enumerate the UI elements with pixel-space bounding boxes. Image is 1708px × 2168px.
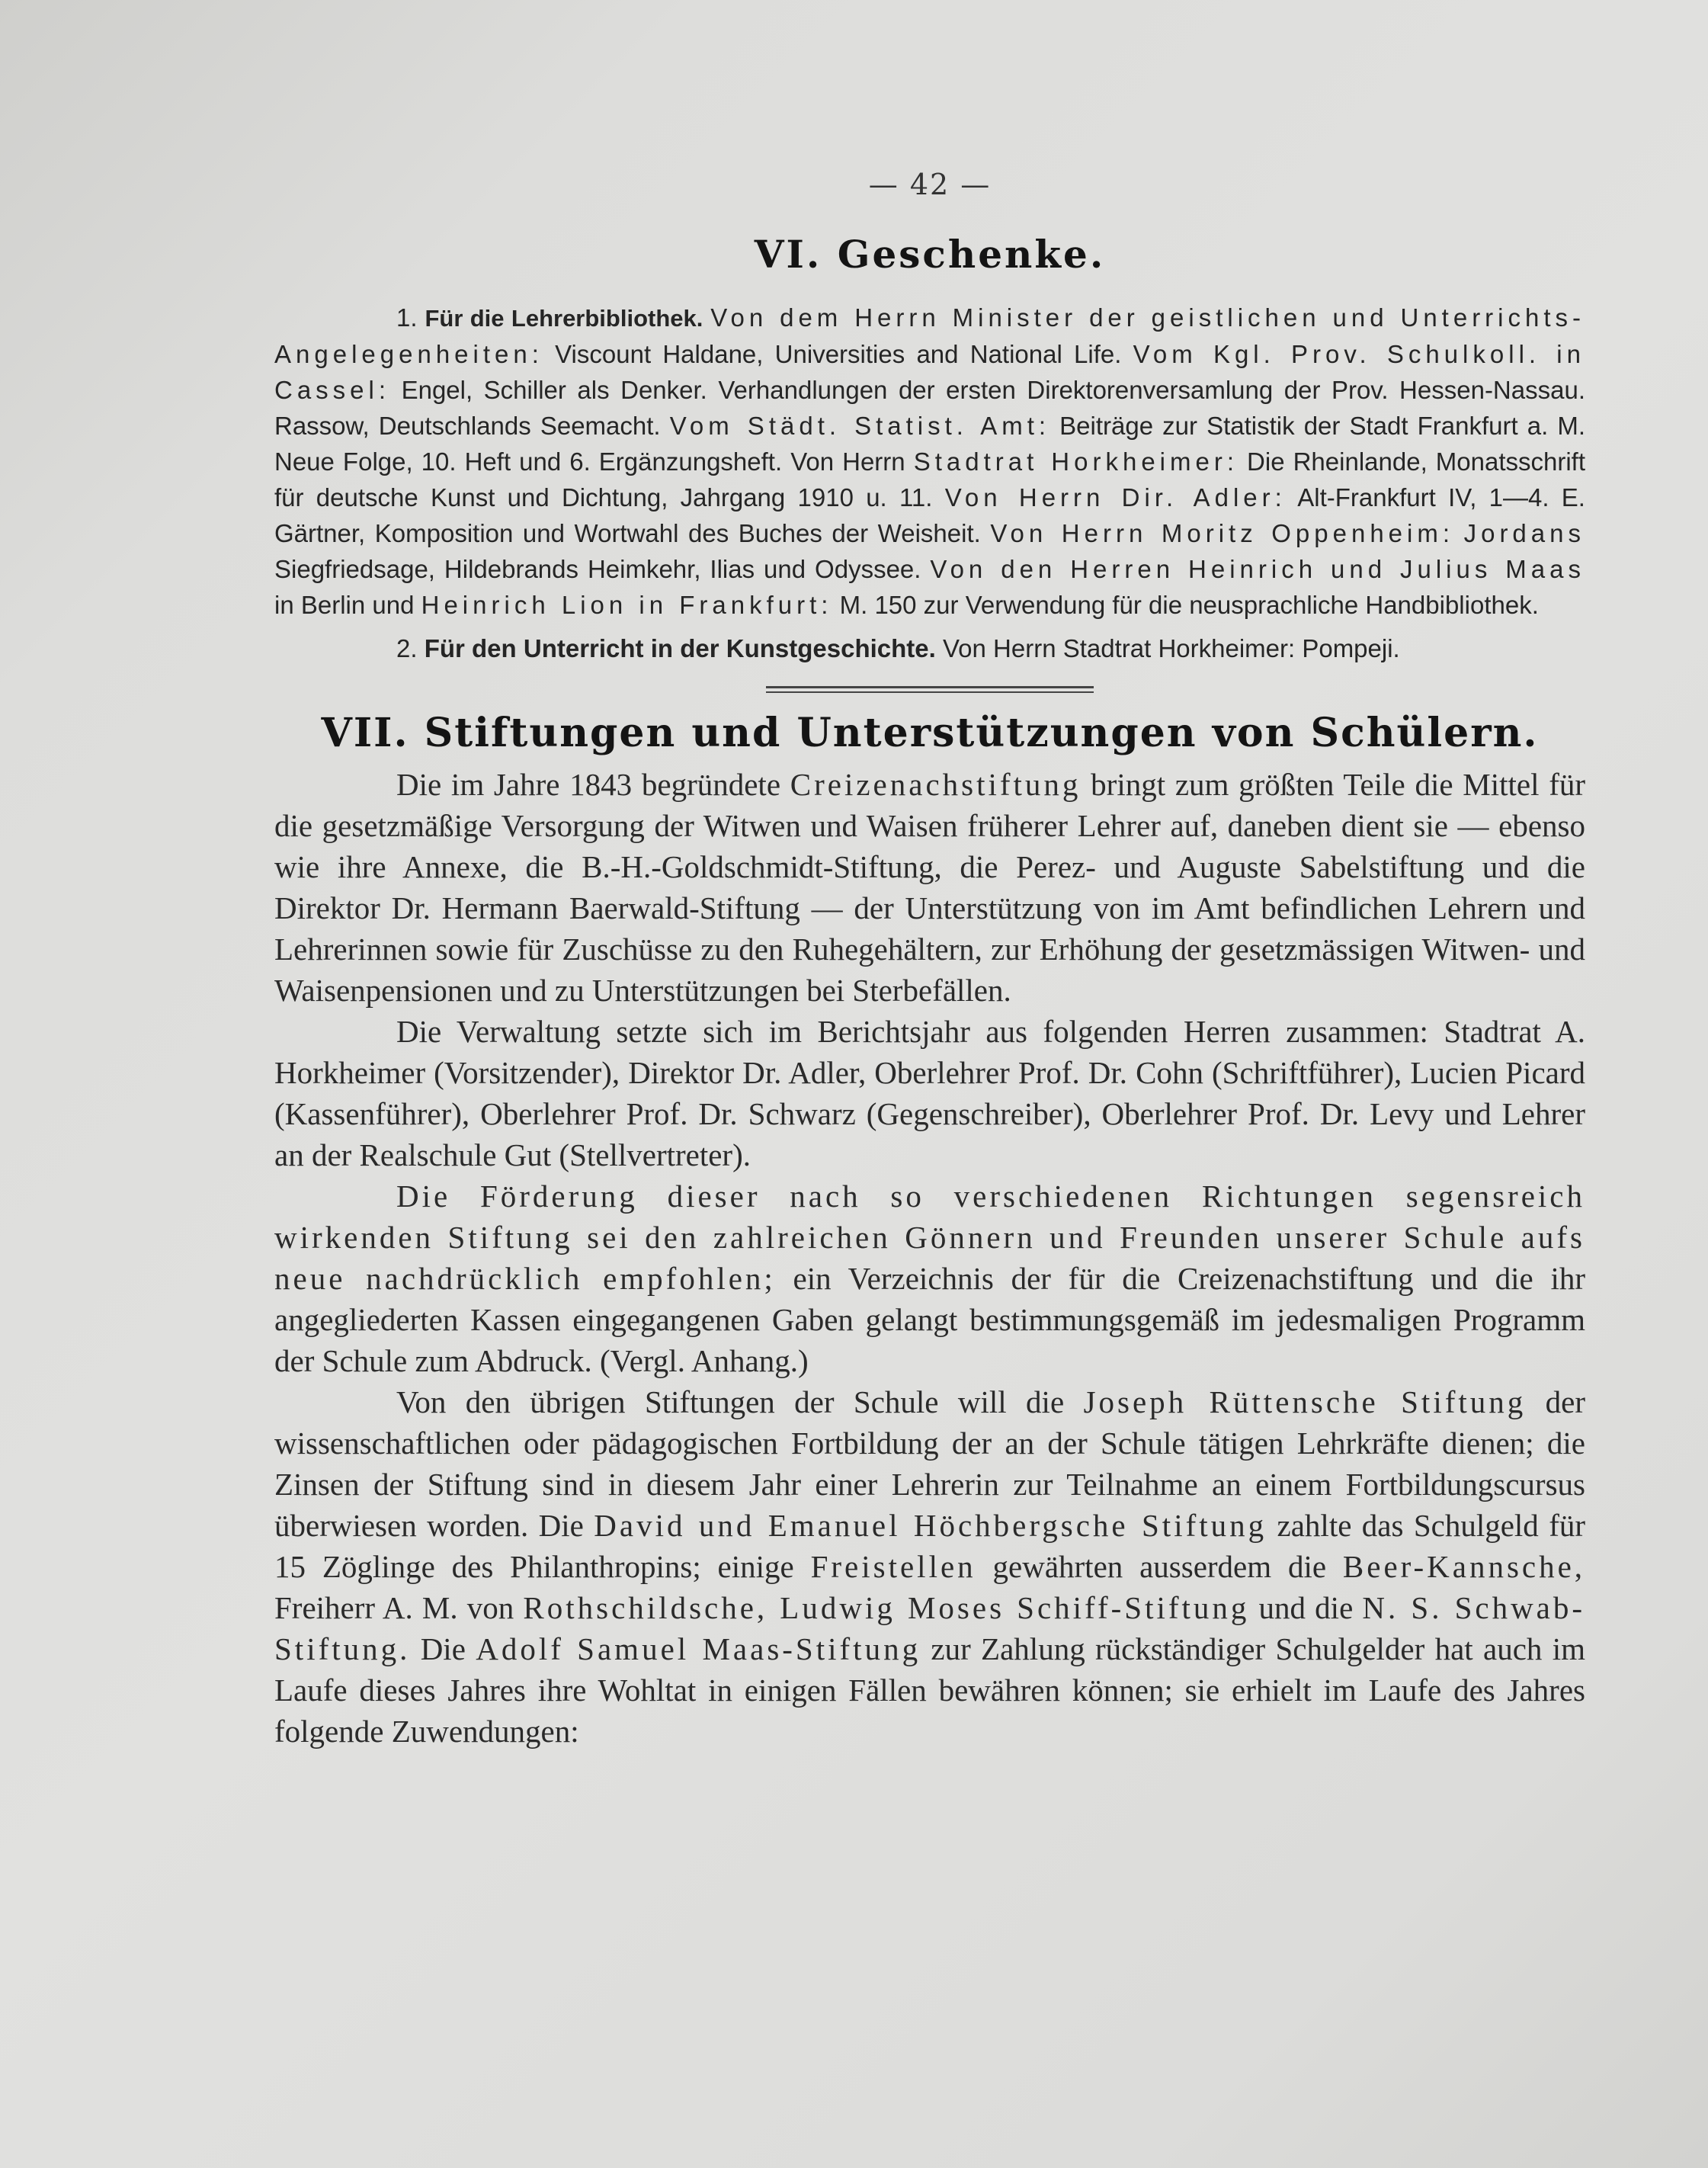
text-run: gewährten ausserdem die [992,1549,1327,1584]
item-number: 2. [396,634,418,662]
donor: Heinrich Lion in Frankfurt: [421,591,833,619]
donor: Stadtrat Horkheimer: [913,447,1239,476]
text-run: Die im Jahre 1843 begründete [396,767,781,802]
donor: Von Herrn Moritz Oppenheim: [990,519,1455,547]
donor: Von Herrn Dir. Adler: [944,483,1287,512]
text-run: zahlte das Schulgeld für 15 Zöglinge des Philanthropins; einige [274,1508,1585,1584]
spaced-name: Freistellen [810,1549,976,1584]
paragraph-lehrerbibliothek [274,300,1585,623]
donation-text: Beiträge zur Statistik der Stadt Frankfurt a. M. Neue Folge, 10. Heft und 6. Ergänzungsheft. [274,412,1585,476]
donor: Von den Herren Heinrich und Julius Maas [930,555,1585,583]
item-number: 1. [396,303,418,332]
paragraph-uebrige-stiftungen [274,1381,1585,1752]
spaced-text: Die Förderung dieser nach so verschiedenen Richtungen segensreich wirkenden Stiftung sei den zahlreichen Gönnern und Freunden unserer Schule aufs neue nachdrücklich empfohlen; [274,1179,1585,1296]
text-run: Die [420,1631,466,1666]
text-run: bringt zum größten Teile die Mittel für die gesetzmäßige Versorgung der Witwen und Waisen früherer Lehrer auf, daneben dient sie — ebenso wie ihre Annexe, die B.-H.-Goldschmidt-Stiftung, die Perez- und Auguste Sabelstiftung und die Direktor Dr. Hermann Baerwald-Stiftung — der Unterstützung von im Amt befindlichen Lehrern und Lehrerinnen sowie für Zuschüsse zu den Ruhegehältern, zur Erhöhung der gesetzmässigen Witwen- und Waisenpensionen und zu Unterstützungen bei Sterbefällen. [274,767,1586,1008]
section-heading-geschenke: VI. Geschenke. [754,232,1106,277]
donation-text: Viscount Haldane, Universities and National Life. [555,340,1122,368]
donation-text: Die Rheinlande, Monatsschrift für deutsche Kunst und Dichtung, Jahrgang 1910 u. 11. [274,447,1585,512]
donation-text: in Berlin und [274,591,415,619]
donation-text: Von Herrn Stadtrat Horkheimer: Pompeji. [942,634,1400,662]
page-number: — 42 — [868,168,992,201]
text-run: ein Verzeichnis der für die Creizenachstiftung und die ihr angegliederten Kassen eingegangenen Gaben gelangt bestimmungsgemäß im jedesmaligen Programm der Schule zum Abdruck. (Vergl. Anhang.) [274,1261,1586,1378]
text-run: Freiherr A. M. von [274,1590,514,1625]
donor: Vom Städt. Statist. Amt: [669,412,1051,440]
paragraph-verwaltung: Die Verwaltung setzte sich im Berichtsjahr aus folgenden Herren zusammen: Stadtrat A. Horkheimer (Vorsitzender), Direktor Dr. Adler, Oberlehrer Prof. Dr. Cohn (Schriftführer), Lucien Picard (Kassenführer), Oberlehrer Prof. Dr. Schwarz (Gegenschreiber), Oberlehrer Prof. Dr. Levy und Lehrer an der Realschule Gut (Stellvertreter). [274,1014,1585,1172]
spaced-name: N. S. Schwab-Stiftung. [274,1590,1586,1666]
donor: Von dem Herrn Minister der geistlichen und Unterrichts-Angelegenheiten: [274,303,1586,368]
spaced-name: David und Emanuel Höchbergsche Stiftung [594,1508,1267,1543]
page [274,168,1585,1752]
donor-prefix: Von Herrn [790,447,905,476]
spaced-name: Jordans [1463,519,1585,547]
donation-text: M. 150 zur Verwendung für die neusprachliche Handbibliothek. [839,591,1539,619]
text-run: der wissenschaftlichen oder pädagogischen Fortbildung der an der Schule tätigen Lehrkräfte dienen; die Zinsen der Stiftung sind in diesem Jahr einer Lehrerin zur Teilnahme an einem Fortbildungscursus überwiesen worden. Die [274,1384,1586,1543]
spaced-name: Rothschildsche, Ludwig Moses Schiff-Stiftung [523,1590,1250,1625]
spaced-name: Joseph Rüttensche Stiftung [1083,1384,1527,1419]
donation-text: Engel, Schiller als Denker. Verhandlungen der ersten Direktorenversamlung der Prov. Hessen-Nassau. Rassow, Deutschlands Seemacht. [274,376,1585,440]
text-run: Von den übrigen Stiftungen der Schule will die [396,1384,1065,1419]
item-label: Für die Lehrerbibliothek. [425,305,703,332]
paragraph-creizenach [274,764,1585,1011]
text-run: und die [1258,1590,1354,1625]
section-heading-stiftungen: VII. Stiftungen und Unterstützungen von Schülern. [321,710,1539,756]
spaced-name: Creizenachstiftung [790,767,1082,802]
spaced-name: Adolf Samuel Maas-Stiftung [476,1631,921,1666]
donation-text: Siegfriedsage, Hildebrands Heimkehr, Ilias und Odyssee. [274,555,921,583]
item-label: Für den Unterricht in der Kunstgeschichte. [424,634,936,662]
donation-text: Alt-Frankfurt IV, 1—4. E. Gärtner, Komposition und Wortwahl des Buches der Weisheit. [274,483,1585,547]
paragraph-foerderung [274,1175,1585,1381]
spaced-name: Beer-Kannsche, [1342,1549,1586,1584]
section-divider [766,686,1094,693]
donor: Vom Kgl. Prov. Schulkoll. in Cassel: [274,340,1585,404]
paragraph-kunstgeschichte [274,630,1585,666]
text-run: zur Zahlung rückständiger Schulgelder hat auch im Laufe dieses Jahres ihre Wohltat in einigen Fällen bewähren können; sie erhielt im Laufe des Jahres folgende Zuwendungen: [274,1631,1585,1749]
